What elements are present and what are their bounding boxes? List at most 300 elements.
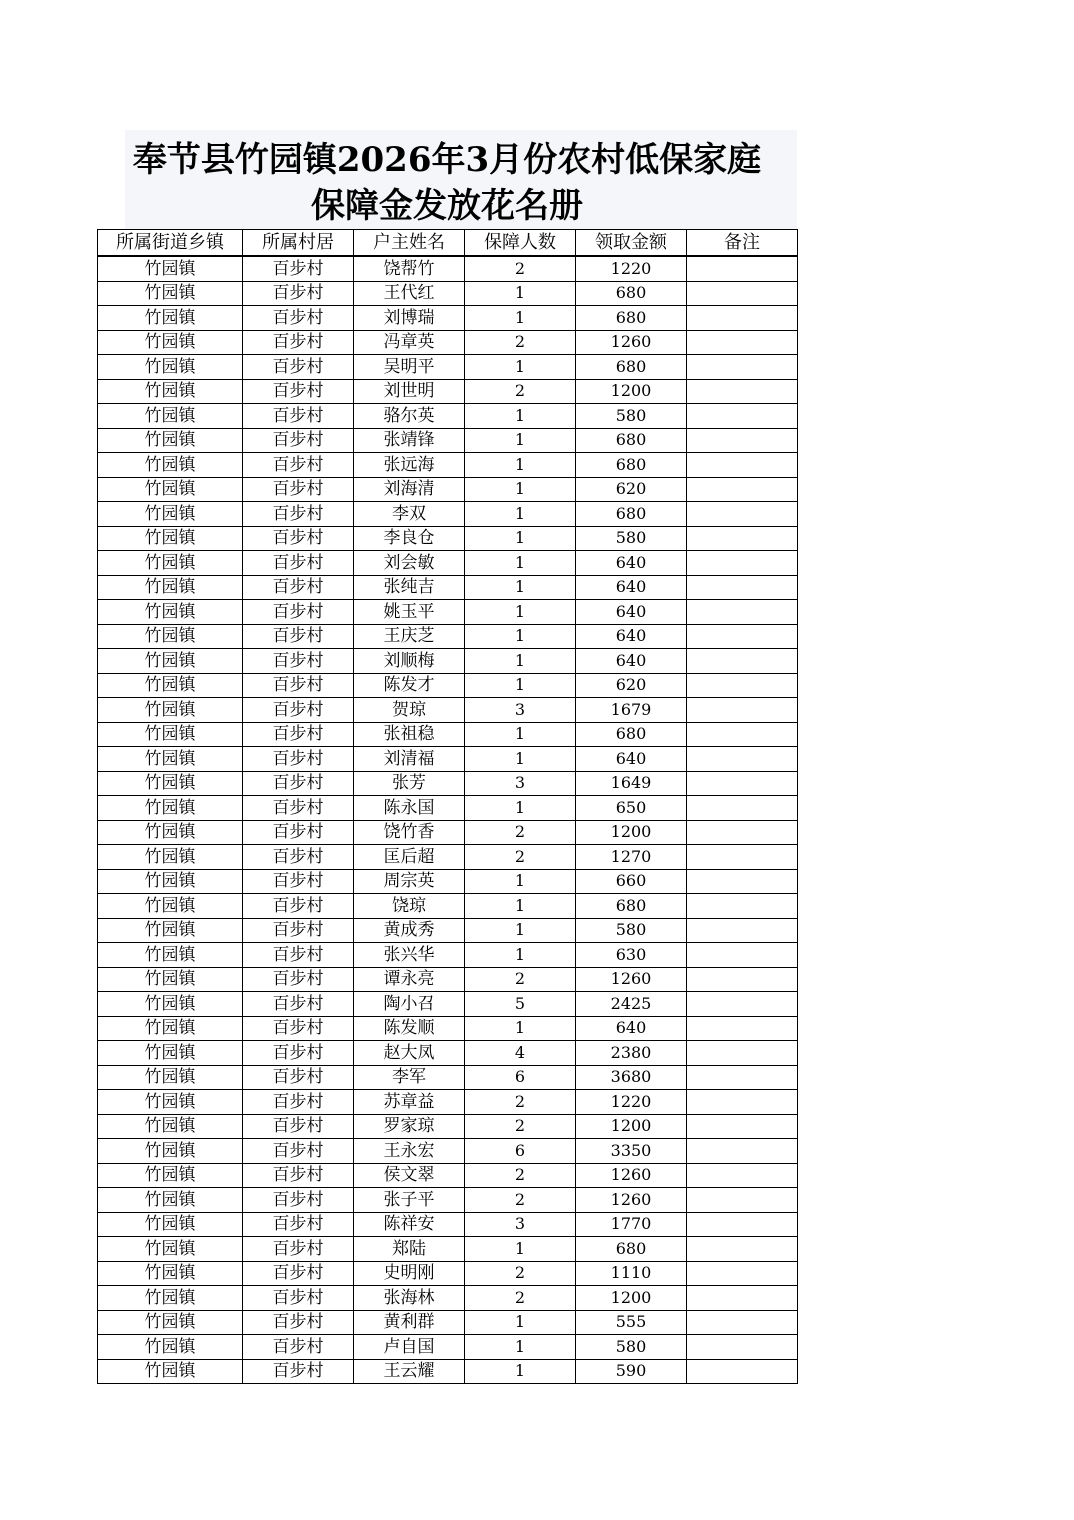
cell-covered-persons: 1: [465, 477, 576, 502]
table-row: [98, 453, 798, 478]
cell-village: 百步村: [243, 1286, 354, 1311]
cell-village: 百步村: [243, 1212, 354, 1237]
table-row: [98, 673, 798, 698]
cell-township: 竹园镇: [98, 477, 243, 502]
table-row: [98, 1016, 798, 1041]
cell-householder: 侯文翠: [354, 1163, 465, 1188]
cell-covered-persons: 2: [465, 256, 576, 281]
cell-amount: 640: [576, 649, 687, 674]
cell-householder: 张海林: [354, 1286, 465, 1311]
cell-township: 竹园镇: [98, 673, 243, 698]
cell-township: 竹园镇: [98, 649, 243, 674]
cell-householder: 张远海: [354, 453, 465, 478]
cell-householder: 饶帮竹: [354, 256, 465, 281]
cell-village: 百步村: [243, 992, 354, 1017]
cell-householder: 卢自国: [354, 1335, 465, 1360]
cell-amount: 1770: [576, 1212, 687, 1237]
cell-householder: 王云耀: [354, 1359, 465, 1384]
cell-amount: 1260: [576, 330, 687, 355]
cell-amount: 630: [576, 943, 687, 968]
cell-covered-persons: 1: [465, 894, 576, 919]
cell-remarks: [687, 453, 798, 478]
cell-covered-persons: 6: [465, 1139, 576, 1164]
cell-remarks: [687, 992, 798, 1017]
cell-amount: 1200: [576, 1286, 687, 1311]
table-row: [98, 355, 798, 380]
cell-remarks: [687, 330, 798, 355]
cell-township: 竹园镇: [98, 820, 243, 845]
cell-village: 百步村: [243, 551, 354, 576]
cell-remarks: [687, 281, 798, 306]
cell-village: 百步村: [243, 428, 354, 453]
cell-householder: 史明刚: [354, 1261, 465, 1286]
cell-village: 百步村: [243, 1090, 354, 1115]
table-row: [98, 869, 798, 894]
cell-remarks: [687, 355, 798, 380]
table-header: [98, 230, 798, 257]
document-title-line-1: 奉节县竹园镇2026年3月份农村低保家庭: [132, 140, 762, 180]
cell-remarks: [687, 967, 798, 992]
table-row: [98, 967, 798, 992]
cell-amount: 1260: [576, 967, 687, 992]
cell-householder: 苏章益: [354, 1090, 465, 1115]
cell-amount: 1200: [576, 820, 687, 845]
cell-amount: 2380: [576, 1041, 687, 1066]
cell-remarks: [687, 1261, 798, 1286]
cell-village: 百步村: [243, 1188, 354, 1213]
cell-amount: 2425: [576, 992, 687, 1017]
cell-amount: 640: [576, 1016, 687, 1041]
cell-householder: 张纯吉: [354, 575, 465, 600]
table-row: [98, 428, 798, 453]
cell-covered-persons: 1: [465, 526, 576, 551]
cell-remarks: [687, 820, 798, 845]
table-row: [98, 1090, 798, 1115]
cell-householder: 张兴华: [354, 943, 465, 968]
roster-table: [97, 229, 798, 1384]
cell-remarks: [687, 747, 798, 772]
cell-covered-persons: 1: [465, 404, 576, 429]
cell-amount: 580: [576, 526, 687, 551]
table-row: [98, 1212, 798, 1237]
cell-township: 竹园镇: [98, 502, 243, 527]
cell-covered-persons: 1: [465, 355, 576, 380]
cell-remarks: [687, 771, 798, 796]
cell-township: 竹园镇: [98, 600, 243, 625]
cell-township: 竹园镇: [98, 306, 243, 331]
table-row: [98, 796, 798, 821]
table-row: [98, 1261, 798, 1286]
cell-township: 竹园镇: [98, 256, 243, 281]
cell-township: 竹园镇: [98, 1335, 243, 1360]
table-row: [98, 624, 798, 649]
cell-remarks: [687, 1335, 798, 1360]
cell-householder: 张子平: [354, 1188, 465, 1213]
cell-covered-persons: 2: [465, 1114, 576, 1139]
cell-amount: 650: [576, 796, 687, 821]
cell-amount: 1679: [576, 698, 687, 723]
cell-township: 竹园镇: [98, 404, 243, 429]
cell-householder: 王代红: [354, 281, 465, 306]
table-row: [98, 575, 798, 600]
cell-covered-persons: 1: [465, 551, 576, 576]
cell-covered-persons: 3: [465, 698, 576, 723]
cell-township: 竹园镇: [98, 1261, 243, 1286]
cell-covered-persons: 1: [465, 502, 576, 527]
cell-householder: 刘会敏: [354, 551, 465, 576]
cell-amount: 580: [576, 1335, 687, 1360]
cell-amount: 640: [576, 551, 687, 576]
cell-householder: 李军: [354, 1065, 465, 1090]
cell-covered-persons: 1: [465, 600, 576, 625]
cell-remarks: [687, 551, 798, 576]
cell-township: 竹园镇: [98, 379, 243, 404]
cell-covered-persons: 1: [465, 1359, 576, 1384]
cell-amount: 580: [576, 918, 687, 943]
table-row: [98, 256, 798, 281]
cell-covered-persons: 2: [465, 1261, 576, 1286]
cell-village: 百步村: [243, 869, 354, 894]
cell-amount: 1220: [576, 1090, 687, 1115]
table-row: [98, 1188, 798, 1213]
cell-amount: 640: [576, 624, 687, 649]
table-row: [98, 379, 798, 404]
cell-householder: 张靖锋: [354, 428, 465, 453]
cell-township: 竹园镇: [98, 894, 243, 919]
cell-village: 百步村: [243, 1139, 354, 1164]
table-row: [98, 747, 798, 772]
cell-township: 竹园镇: [98, 967, 243, 992]
cell-village: 百步村: [243, 943, 354, 968]
cell-village: 百步村: [243, 1261, 354, 1286]
cell-amount: 590: [576, 1359, 687, 1384]
cell-householder: 郑陆: [354, 1237, 465, 1262]
cell-village: 百步村: [243, 624, 354, 649]
cell-householder: 张芳: [354, 771, 465, 796]
cell-amount: 555: [576, 1310, 687, 1335]
cell-township: 竹园镇: [98, 428, 243, 453]
cell-township: 竹园镇: [98, 992, 243, 1017]
table-row: [98, 649, 798, 674]
cell-village: 百步村: [243, 845, 354, 870]
cell-covered-persons: 1: [465, 306, 576, 331]
cell-township: 竹园镇: [98, 747, 243, 772]
cell-township: 竹园镇: [98, 526, 243, 551]
cell-amount: 660: [576, 869, 687, 894]
cell-covered-persons: 1: [465, 869, 576, 894]
cell-covered-persons: 6: [465, 1065, 576, 1090]
cell-village: 百步村: [243, 698, 354, 723]
cell-householder: 陈发顺: [354, 1016, 465, 1041]
table-row: [98, 1359, 798, 1384]
cell-village: 百步村: [243, 1114, 354, 1139]
cell-village: 百步村: [243, 502, 354, 527]
cell-remarks: [687, 428, 798, 453]
document-title-line-2: 保障金发放花名册: [311, 186, 583, 226]
cell-remarks: [687, 1090, 798, 1115]
table-row: [98, 820, 798, 845]
cell-covered-persons: 1: [465, 1310, 576, 1335]
cell-householder: 陶小召: [354, 992, 465, 1017]
cell-covered-persons: 1: [465, 1016, 576, 1041]
cell-remarks: [687, 600, 798, 625]
cell-village: 百步村: [243, 306, 354, 331]
table-row: [98, 771, 798, 796]
cell-township: 竹园镇: [98, 845, 243, 870]
cell-township: 竹园镇: [98, 1016, 243, 1041]
cell-householder: 刘海清: [354, 477, 465, 502]
cell-householder: 刘世明: [354, 379, 465, 404]
cell-covered-persons: 1: [465, 747, 576, 772]
cell-covered-persons: 1: [465, 428, 576, 453]
cell-township: 竹园镇: [98, 1090, 243, 1115]
table-row: [98, 526, 798, 551]
cell-remarks: [687, 845, 798, 870]
table-row: [98, 1041, 798, 1066]
cell-village: 百步村: [243, 820, 354, 845]
cell-householder: 饶竹香: [354, 820, 465, 845]
cell-householder: 贺琼: [354, 698, 465, 723]
cell-householder: 陈祥安: [354, 1212, 465, 1237]
table-row: [98, 1114, 798, 1139]
cell-remarks: [687, 1139, 798, 1164]
cell-township: 竹园镇: [98, 453, 243, 478]
cell-township: 竹园镇: [98, 1163, 243, 1188]
cell-remarks: [687, 918, 798, 943]
cell-householder: 骆尔英: [354, 404, 465, 429]
table-row: [98, 943, 798, 968]
cell-remarks: [687, 1163, 798, 1188]
cell-householder: 谭永亮: [354, 967, 465, 992]
cell-township: 竹园镇: [98, 698, 243, 723]
cell-township: 竹园镇: [98, 1359, 243, 1384]
cell-village: 百步村: [243, 673, 354, 698]
cell-covered-persons: 2: [465, 1163, 576, 1188]
cell-householder: 周宗英: [354, 869, 465, 894]
cell-covered-persons: 1: [465, 722, 576, 747]
cell-householder: 饶琼: [354, 894, 465, 919]
cell-covered-persons: 2: [465, 330, 576, 355]
cell-remarks: [687, 869, 798, 894]
cell-village: 百步村: [243, 330, 354, 355]
cell-householder: 罗家琼: [354, 1114, 465, 1139]
cell-householder: 姚玉平: [354, 600, 465, 625]
cell-remarks: [687, 894, 798, 919]
table-row: [98, 918, 798, 943]
cell-village: 百步村: [243, 1310, 354, 1335]
cell-village: 百步村: [243, 1237, 354, 1262]
cell-covered-persons: 2: [465, 379, 576, 404]
table-row: [98, 1237, 798, 1262]
table-row: [98, 477, 798, 502]
cell-amount: 1200: [576, 379, 687, 404]
cell-township: 竹园镇: [98, 722, 243, 747]
cell-amount: 1110: [576, 1261, 687, 1286]
cell-township: 竹园镇: [98, 355, 243, 380]
table-row: [98, 845, 798, 870]
table-row: [98, 992, 798, 1017]
cell-amount: 1260: [576, 1188, 687, 1213]
table-row: [98, 502, 798, 527]
cell-village: 百步村: [243, 256, 354, 281]
cell-township: 竹园镇: [98, 1139, 243, 1164]
column-header-covered-persons: 保障人数: [465, 230, 576, 257]
cell-amount: 680: [576, 453, 687, 478]
cell-remarks: [687, 698, 798, 723]
table-row: [98, 1163, 798, 1188]
cell-township: 竹园镇: [98, 1286, 243, 1311]
cell-amount: 620: [576, 477, 687, 502]
cell-village: 百步村: [243, 379, 354, 404]
cell-covered-persons: 2: [465, 1286, 576, 1311]
cell-township: 竹园镇: [98, 330, 243, 355]
cell-covered-persons: 2: [465, 820, 576, 845]
table-row: [98, 551, 798, 576]
table-row: [98, 1335, 798, 1360]
cell-remarks: [687, 796, 798, 821]
cell-amount: 1270: [576, 845, 687, 870]
cell-remarks: [687, 1114, 798, 1139]
cell-covered-persons: 3: [465, 1212, 576, 1237]
cell-remarks: [687, 1212, 798, 1237]
table-body: [98, 256, 798, 1384]
cell-amount: 640: [576, 600, 687, 625]
cell-village: 百步村: [243, 1016, 354, 1041]
cell-township: 竹园镇: [98, 918, 243, 943]
cell-township: 竹园镇: [98, 575, 243, 600]
cell-village: 百步村: [243, 453, 354, 478]
cell-township: 竹园镇: [98, 869, 243, 894]
cell-remarks: [687, 943, 798, 968]
cell-village: 百步村: [243, 796, 354, 821]
header-row: [98, 230, 798, 257]
cell-householder: 吴明平: [354, 355, 465, 380]
cell-amount: 640: [576, 747, 687, 772]
cell-village: 百步村: [243, 1359, 354, 1384]
cell-village: 百步村: [243, 600, 354, 625]
cell-covered-persons: 1: [465, 281, 576, 306]
cell-amount: 620: [576, 673, 687, 698]
cell-township: 竹园镇: [98, 624, 243, 649]
cell-remarks: [687, 673, 798, 698]
cell-amount: 1200: [576, 1114, 687, 1139]
cell-township: 竹园镇: [98, 1237, 243, 1262]
cell-remarks: [687, 1041, 798, 1066]
cell-township: 竹园镇: [98, 1065, 243, 1090]
cell-village: 百步村: [243, 1335, 354, 1360]
cell-amount: 680: [576, 722, 687, 747]
cell-township: 竹园镇: [98, 551, 243, 576]
cell-remarks: [687, 306, 798, 331]
cell-remarks: [687, 404, 798, 429]
cell-township: 竹园镇: [98, 1114, 243, 1139]
cell-village: 百步村: [243, 355, 354, 380]
cell-village: 百步村: [243, 771, 354, 796]
cell-householder: 陈永国: [354, 796, 465, 821]
cell-remarks: [687, 722, 798, 747]
cell-remarks: [687, 1188, 798, 1213]
cell-remarks: [687, 1286, 798, 1311]
cell-remarks: [687, 624, 798, 649]
cell-village: 百步村: [243, 918, 354, 943]
cell-householder: 王庆芝: [354, 624, 465, 649]
cell-householder: 刘清福: [354, 747, 465, 772]
cell-remarks: [687, 1359, 798, 1384]
cell-householder: 李良仓: [354, 526, 465, 551]
cell-householder: 陈发才: [354, 673, 465, 698]
cell-remarks: [687, 256, 798, 281]
cell-village: 百步村: [243, 967, 354, 992]
cell-amount: 3680: [576, 1065, 687, 1090]
cell-covered-persons: 1: [465, 575, 576, 600]
column-header-township: 所属街道乡镇: [98, 230, 243, 257]
cell-village: 百步村: [243, 526, 354, 551]
cell-householder: 刘博瑞: [354, 306, 465, 331]
cell-remarks: [687, 477, 798, 502]
cell-remarks: [687, 575, 798, 600]
cell-householder: 匡后超: [354, 845, 465, 870]
table-row: [98, 404, 798, 429]
cell-township: 竹园镇: [98, 1310, 243, 1335]
cell-village: 百步村: [243, 477, 354, 502]
cell-remarks: [687, 1310, 798, 1335]
cell-covered-persons: 2: [465, 845, 576, 870]
cell-amount: 680: [576, 355, 687, 380]
cell-householder: 刘顺梅: [354, 649, 465, 674]
cell-covered-persons: 1: [465, 796, 576, 821]
column-header-village: 所属村居: [243, 230, 354, 257]
table-row: [98, 1286, 798, 1311]
cell-covered-persons: 2: [465, 1188, 576, 1213]
cell-remarks: [687, 526, 798, 551]
cell-covered-persons: 1: [465, 453, 576, 478]
cell-covered-persons: 3: [465, 771, 576, 796]
cell-amount: 680: [576, 894, 687, 919]
cell-township: 竹园镇: [98, 796, 243, 821]
cell-amount: 1220: [576, 256, 687, 281]
cell-village: 百步村: [243, 1065, 354, 1090]
cell-amount: 640: [576, 575, 687, 600]
table-row: [98, 1139, 798, 1164]
table-row: [98, 600, 798, 625]
cell-covered-persons: 4: [465, 1041, 576, 1066]
cell-amount: 580: [576, 404, 687, 429]
cell-covered-persons: 1: [465, 1237, 576, 1262]
table-row: [98, 698, 798, 723]
cell-remarks: [687, 649, 798, 674]
cell-remarks: [687, 1016, 798, 1041]
cell-township: 竹园镇: [98, 1188, 243, 1213]
cell-householder: 张祖稳: [354, 722, 465, 747]
cell-covered-persons: 1: [465, 649, 576, 674]
cell-village: 百步村: [243, 649, 354, 674]
cell-householder: 黄成秀: [354, 918, 465, 943]
table-row: [98, 281, 798, 306]
table-row: [98, 1310, 798, 1335]
column-header-amount: 领取金额: [576, 230, 687, 257]
cell-householder: 冯章英: [354, 330, 465, 355]
cell-covered-persons: 2: [465, 967, 576, 992]
cell-householder: 王永宏: [354, 1139, 465, 1164]
table-row: [98, 722, 798, 747]
cell-township: 竹园镇: [98, 1041, 243, 1066]
cell-amount: 680: [576, 428, 687, 453]
cell-amount: 3350: [576, 1139, 687, 1164]
column-header-householder: 户主姓名: [354, 230, 465, 257]
cell-village: 百步村: [243, 1163, 354, 1188]
table-row: [98, 1065, 798, 1090]
cell-covered-persons: 1: [465, 1335, 576, 1360]
